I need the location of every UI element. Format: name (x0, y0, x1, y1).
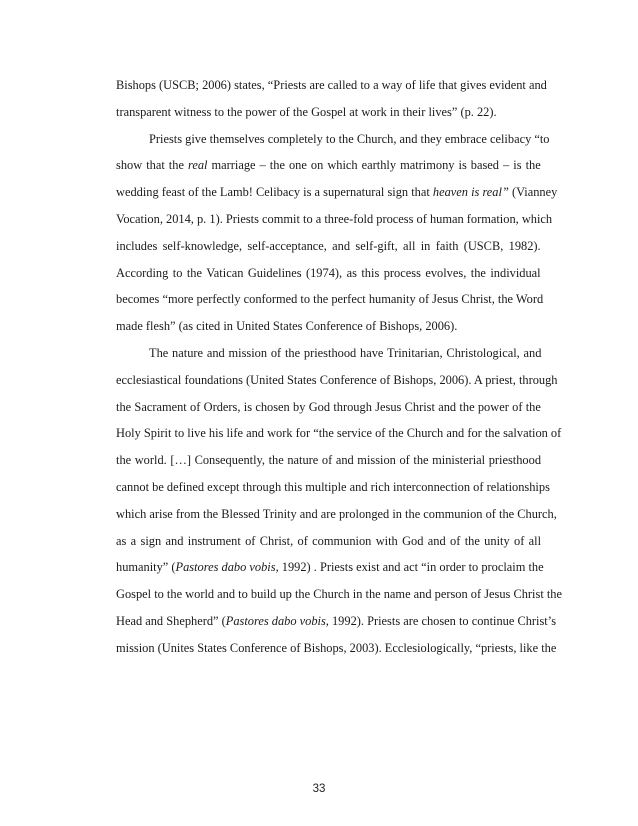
text-line: ecclesiastical foundations (United States Conference of Bishops, 2006). A priest, through (116, 372, 558, 387)
text-line: Head and Shepherd” (Pastores dabo vobis, 1992). Priests are chosen to continue Christ’s (116, 613, 557, 628)
text-line: the Sacrament of Orders, is chosen by God through Jesus Christ and the power of the (116, 399, 541, 414)
text-line: the world. […] Consequently, the nature of and mission of the ministerial priesthood (116, 453, 542, 468)
text-line: Bishops (USCB; 2006) states, “Priests are called to a way of life that gives evident and (116, 78, 547, 92)
page-number: 33 (312, 783, 326, 795)
italic-text: Pastores dabo vobis, (225, 613, 329, 628)
text-line: wedding feast of the Lamb! Celibacy is a supernatural sign that heaven is real” (Vianney (116, 185, 558, 200)
body-text (116, 72, 562, 662)
text-line: humanity” (Pastores dabo vobis, 1992) . Priests exist and act “in order to proclaim the (116, 560, 544, 575)
text-line: transparent witness to the power of the Gospel at work in their lives” (p. 22). (116, 104, 497, 119)
italic-text: heaven is real” (432, 185, 509, 200)
text-line: Gospel to the world and to build up the Church in the name and person of Jesus Christ the (116, 587, 562, 602)
text-line: which arise from the Blessed Trinity and are prolonged in the communion of the Church, (116, 506, 557, 521)
text-line: Vocation, 2014, p. 1). Priests commit to a three-fold process of human formation, which (116, 211, 553, 226)
text-line: show that the real marriage – the one on which earthly matrimony is based – is the (116, 158, 541, 173)
text-line: The nature and mission of the priesthood have Trinitarian, Christological, and (149, 345, 542, 360)
text-line: includes self-knowledge, self-acceptance, and self-gift, all in faith (USCB, 1982). (116, 238, 541, 253)
text-line: Priests give themselves completely to the Church, and they embrace celibacy “to (149, 131, 550, 146)
text-line: as a sign and instrument of Christ, of communion with God and of the unity of all (116, 533, 542, 548)
text-line: cannot be defined except through this multiple and rich interconnection of relationships (116, 479, 550, 494)
italic-text: real (187, 158, 208, 173)
text-line: According to the Vatican Guidelines (1974), as this process evolves, the individual (116, 265, 541, 280)
text-line: mission (Unites States Conference of Bishops, 2003). Ecclesiologically, “priests, like the (116, 640, 557, 655)
text-line: becomes “more perfectly conformed to the perfect humanity of Jesus Christ, the Word (116, 292, 544, 307)
italic-text: Pastores dabo vobis, (175, 560, 279, 575)
text-line: made flesh” (as cited in United States Conference of Bishops, 2006). (116, 319, 458, 334)
text-line: Holy Spirit to live his life and work for “the service of the Church and for the salvation of (116, 426, 562, 441)
